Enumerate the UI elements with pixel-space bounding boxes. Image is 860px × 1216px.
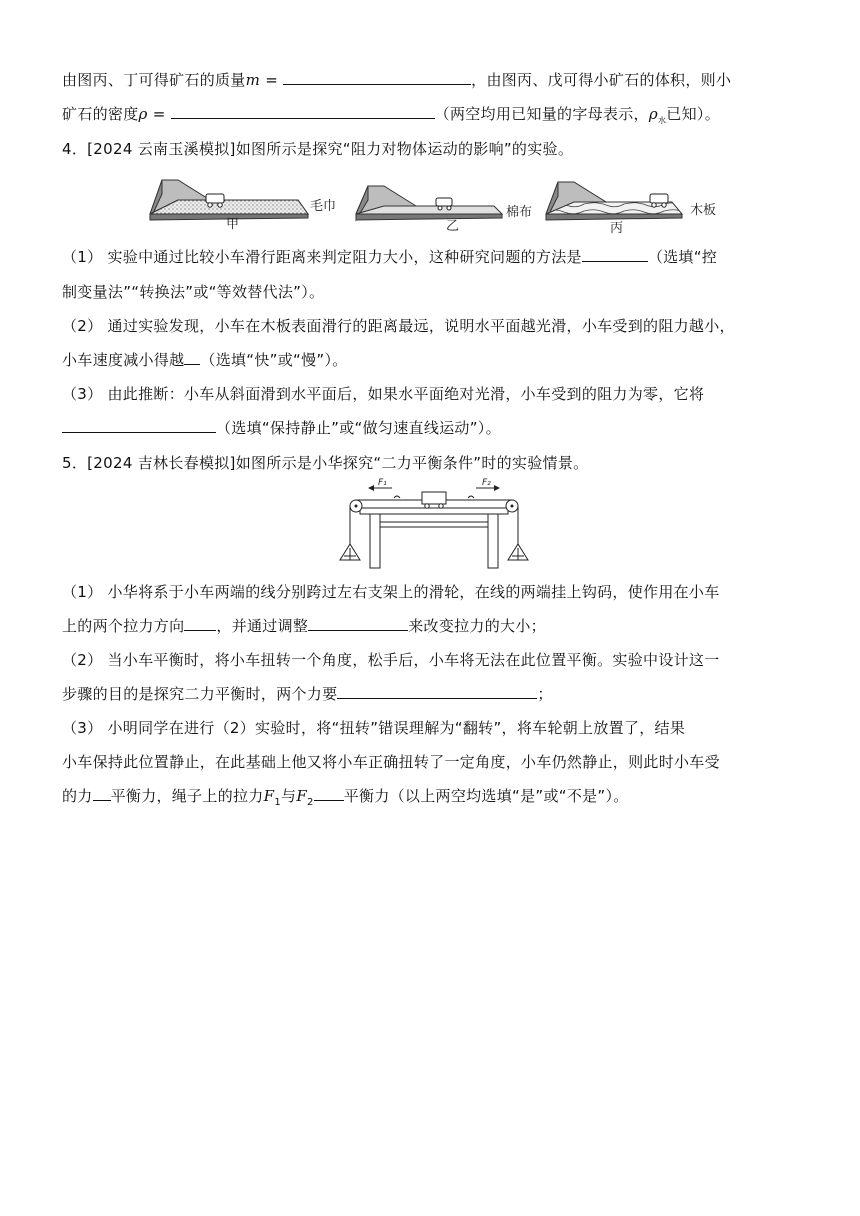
q5-text: 平衡力，绳子上的拉力 xyxy=(110,787,264,805)
q3-line-1 xyxy=(62,68,822,92)
method-answer-blank[interactable] xyxy=(582,246,648,262)
rope-force-answer-blank[interactable] xyxy=(314,785,344,801)
mass-answer-blank[interactable] xyxy=(283,69,471,85)
q4-text: （选填“控 xyxy=(647,248,718,266)
force-symbol: F xyxy=(296,787,308,805)
density-answer-blank[interactable] xyxy=(171,103,435,119)
label-mianbu: 棉布 xyxy=(506,205,533,220)
q3-text: 矿石的密度 xyxy=(62,105,139,123)
water-density-symbol: ρ xyxy=(648,105,658,123)
q5-part3-line3 xyxy=(62,784,822,808)
label-maojin: 毛巾 xyxy=(310,199,337,214)
force-symbol: F xyxy=(263,787,275,805)
q3-text: = xyxy=(260,71,284,89)
q5-text: 上的两个拉力方向 xyxy=(62,617,185,635)
force-f1-label: F₁ xyxy=(378,478,387,488)
q5-text: 步骤的目的是探究二力平衡时，两个力要 xyxy=(62,685,338,703)
q4-part2-line1: （2） 通过实验发现，小车在木板表面滑行的距离最远，说明水平面越光滑，小车受到的阻力越小， xyxy=(62,317,735,335)
motion-answer-blank[interactable] xyxy=(62,417,216,433)
q5-text: ，并通过调整 xyxy=(216,617,309,635)
q4-part3-line1: （3） 由此推断：小车从斜面滑到水平面后，如果水平面绝对光滑，小车受到的阻力为零，它将 xyxy=(62,385,705,403)
q4-part2-line2 xyxy=(62,348,822,372)
label-yi: 乙 xyxy=(446,219,460,234)
q5-text: ； xyxy=(537,685,553,703)
speed-answer-blank[interactable] xyxy=(184,349,200,365)
q5-text: 来改变拉力的大小； xyxy=(408,617,546,635)
q5-part3-line1: （3） 小明同学在进行（2）实验时，将“扭转”错误理解为“翻转”，将车轮朝上放置了，结果 xyxy=(62,719,686,737)
density-symbol: ρ xyxy=(138,105,148,123)
q5-part1-line2 xyxy=(62,614,822,638)
incline-yi xyxy=(356,186,532,234)
adjust-answer-blank[interactable] xyxy=(308,615,408,631)
q5-part2-line2 xyxy=(62,682,822,706)
cart-force-answer-blank[interactable] xyxy=(93,785,111,801)
q4-text: （1） 实验中通过比较小车滑行距离来判定阻力大小，这种研究问题的方法是 xyxy=(62,248,582,266)
q4-text: 小车速度减小得越 xyxy=(62,351,185,369)
label-bing: 丙 xyxy=(610,221,624,234)
q3-text: （两空均用已知量的字母表示， xyxy=(434,105,649,123)
water-subscript: 水 xyxy=(657,116,667,125)
q5-text: 的力 xyxy=(62,787,93,805)
q4-part1-line1 xyxy=(62,245,822,269)
q4-part3-line2 xyxy=(62,416,822,440)
q5-title: 5．[2024 吉林长春模拟]如图所示是小华探究“二力平衡条件”时的实验情景。 xyxy=(62,454,589,472)
friction-experiment-figure xyxy=(148,172,723,234)
q3-text: 已知）。 xyxy=(666,105,720,123)
q3-text: ，由图丙、戊可得小矿石的体积，则小 xyxy=(471,71,732,89)
incline-jia xyxy=(150,180,336,232)
q5-part1-line1: （1） 小华将系于小车两端的线分别跨过左右支架上的滑轮，在线的两端挂上钩码，使作用在小车 xyxy=(62,583,720,601)
q4-text: （选填“保持静止”或“做匀速直线运动”）。 xyxy=(216,419,501,437)
q5-text: 平衡力（以上两空均选填“是”或“不是”）。 xyxy=(343,787,629,805)
q5-text: 与 xyxy=(281,787,297,805)
mass-symbol: m xyxy=(245,71,261,89)
q4-text: （选填“快”或“慢”）。 xyxy=(200,351,348,369)
q5-part3-line2: 小车保持此位置静止，在此基础上他又将小车正确扭转了一定角度，小车仍然静止，则此时小车受 xyxy=(62,753,720,771)
incline-bing xyxy=(546,182,716,234)
label-muban: 木板 xyxy=(690,203,717,218)
force-subscript: 2 xyxy=(307,797,314,808)
condition-answer-blank[interactable] xyxy=(337,683,537,699)
q5-part2-line1: （2） 当小车平衡时，将小车扭转一个角度，松手后，小车将无法在此位置平衡。实验中设计这一 xyxy=(62,651,720,669)
q3-text: 由图丙、丁可得矿石的质量 xyxy=(62,71,246,89)
q4-part1-line2: 制变量法”“转换法”或“等效替代法”）。 xyxy=(62,283,325,301)
force-f2-label: F₂ xyxy=(482,478,491,488)
direction-answer-blank[interactable] xyxy=(184,615,216,631)
force-subscript: 1 xyxy=(274,797,282,808)
label-jia: 甲 xyxy=(226,217,240,232)
q4-title: 4．[2024 云南玉溪模拟]如图所示是探究“阻力对物体运动的影响”的实验。 xyxy=(62,140,574,158)
q3-text: = xyxy=(147,105,171,123)
equilibrium-apparatus-figure xyxy=(336,478,532,570)
q3-line-2 xyxy=(62,102,822,126)
